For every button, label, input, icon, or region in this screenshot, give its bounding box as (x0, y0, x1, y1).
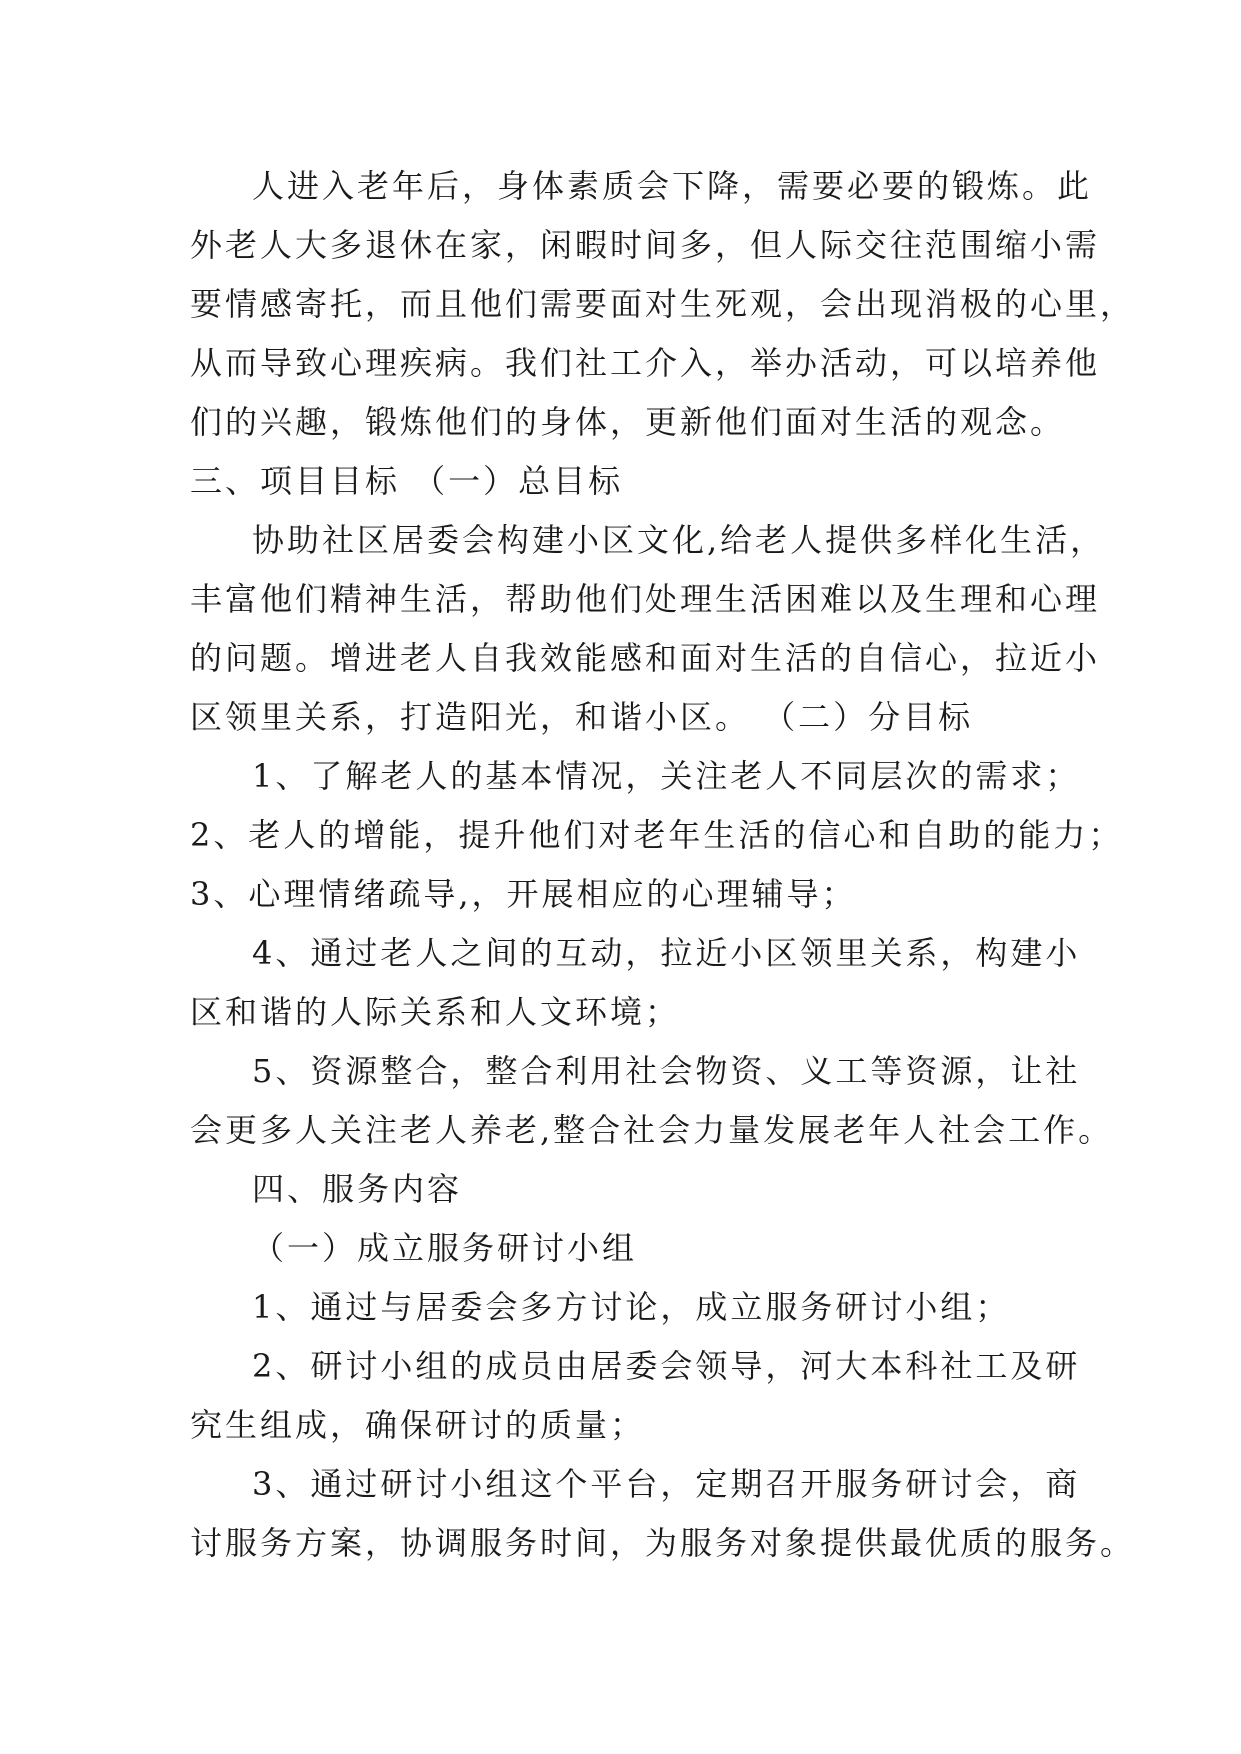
paragraph-line: 人进入老年后，身体素质会下降，需要必要的锻炼。此 (252, 167, 1093, 205)
list-item-line: 2、研讨小组的成员由居委会领导，河大本科社工及研 (252, 1347, 1081, 1385)
list-item-line: 1、了解老人的基本情况，关注老人不同层次的需求； (252, 757, 1081, 795)
paragraph-line: 丰富他们精神生活，帮助他们处理生活困难以及生理和心理 (190, 580, 1101, 618)
list-item-line: 究生组成，确保研讨的质量； (190, 1406, 646, 1444)
paragraph-line: 外老人大多退休在家，闲暇时间多，但人际交往范围缩小需 (190, 226, 1101, 264)
section-heading-line: 四、服务内容 (252, 1170, 463, 1208)
section-heading-line: 三、项目目标 （一）总目标 (190, 462, 624, 500)
paragraph-line: 们的兴趣，锻炼他们的身体，更新他们面对生活的观念。 (190, 403, 1066, 441)
list-item-line: 2、老人的增能，提升他们对老年生活的信心和自助的能力； (190, 816, 1124, 854)
list-item-line: 讨服务方案，协调服务时间，为服务对象提供最优质的服务。 (190, 1524, 1136, 1562)
paragraph-line: 区领里关系，打造阳光，和谐小区。 （二）分目标 (190, 698, 974, 736)
list-item-line: 5、资源整合，整合利用社会物资、义工等资源，让社 (252, 1052, 1081, 1090)
list-item-line: 区和谐的人际关系和人文环境； (190, 993, 681, 1031)
subsection-heading-line: （一）成立服务研讨小组 (252, 1229, 638, 1267)
paragraph-line: 从而导致心理疾病。我们社工介入，举办活动，可以培养他 (190, 344, 1101, 382)
list-item-line: 会更多人关注老人养老,整合社会力量发展老年人社会工作。 (190, 1111, 1114, 1149)
list-item-line: 3、心理情绪疏导,，开展相应的心理辅导； (190, 875, 857, 913)
list-item-line: 1、通过与居委会多方讨论，成立服务研讨小组； (252, 1288, 1011, 1326)
paragraph-line: 要情感寄托，而且他们需要面对生死观，会出现消极的心里， (190, 285, 1136, 323)
paragraph-line: 的问题。增进老人自我效能感和面对生活的自信心，拉近小 (190, 639, 1101, 677)
paragraph-line: 协助社区居委会构建小区文化,给老人提供多样化生活， (252, 521, 1106, 559)
list-item-line: 3、通过研讨小组这个平台，定期召开服务研讨会，商 (252, 1465, 1081, 1503)
list-item-line: 4、通过老人之间的互动，拉近小区领里关系，构建小 (252, 934, 1081, 972)
